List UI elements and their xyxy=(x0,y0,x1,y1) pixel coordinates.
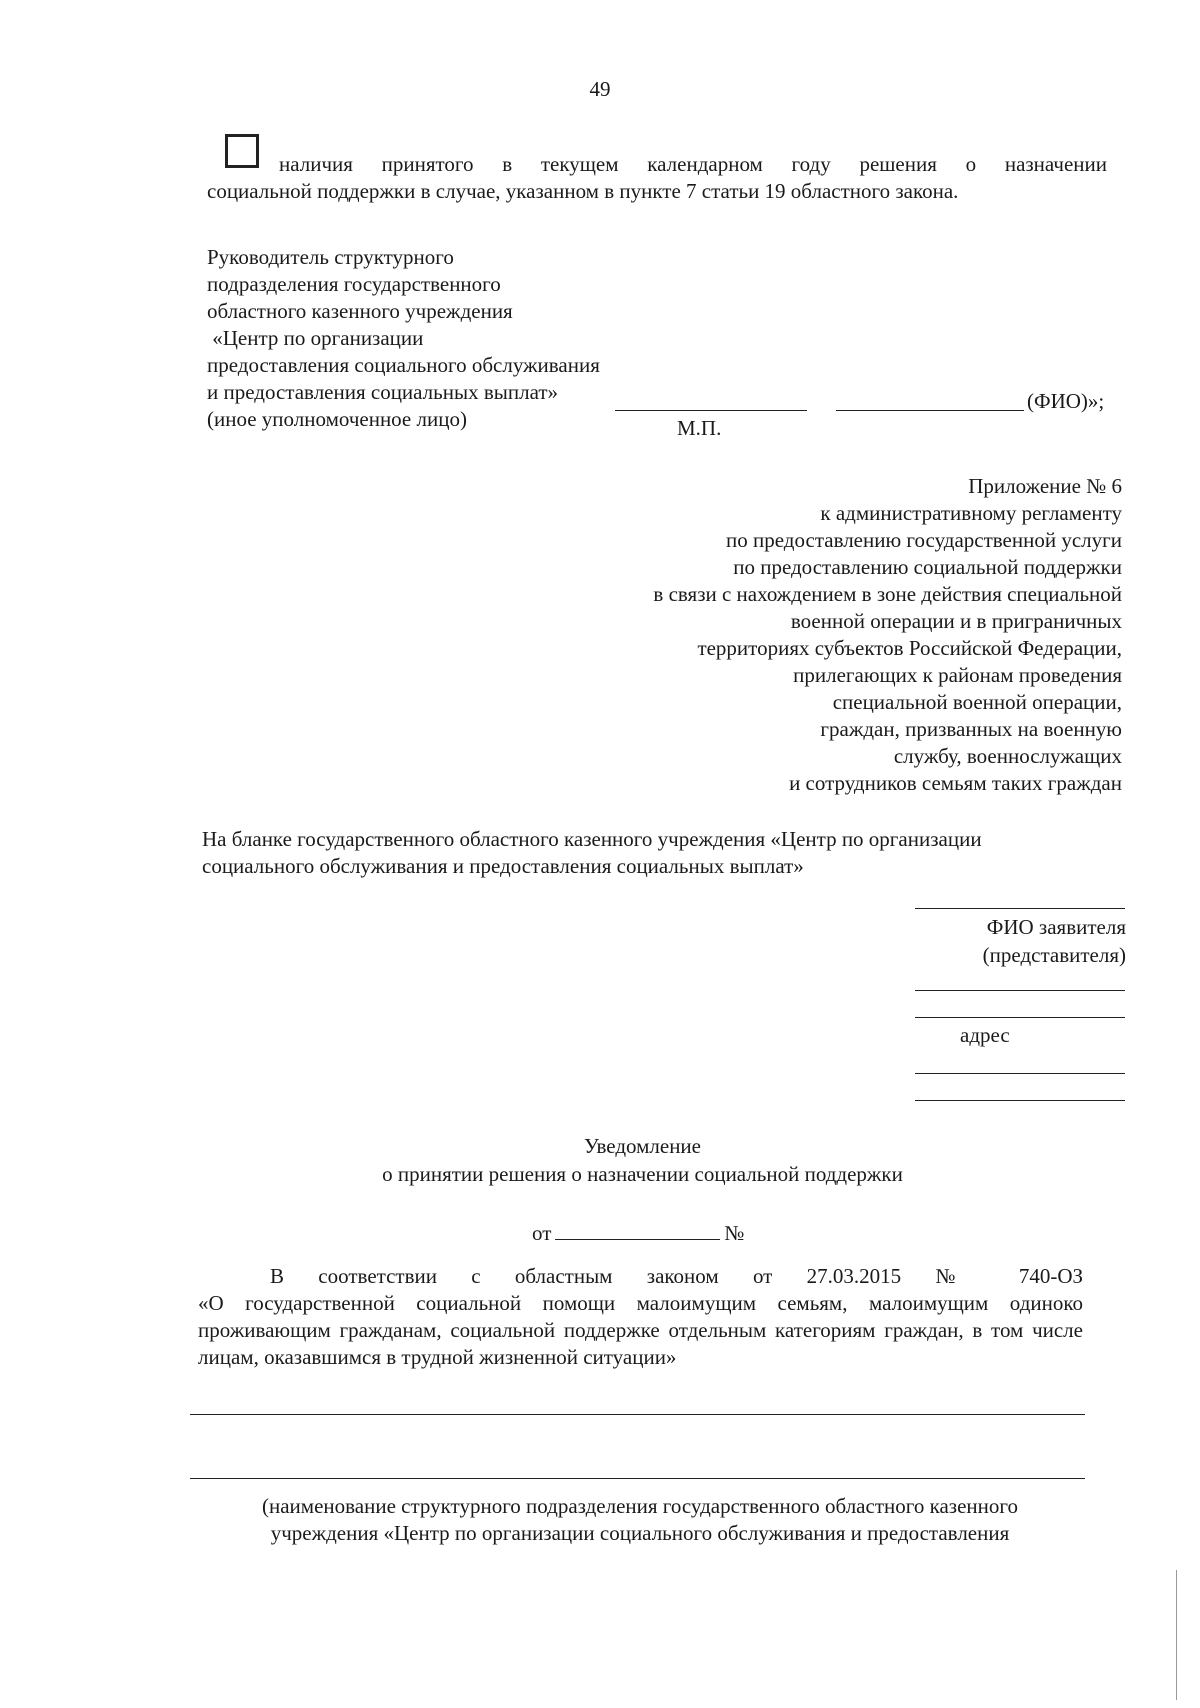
right-margin-mark xyxy=(1176,1570,1177,1700)
applicant-fio-label: ФИО заявителя xyxy=(986,915,1126,939)
notice-date-number xyxy=(532,1220,744,1247)
appendix-line: прилегающих к районам проведения xyxy=(793,663,1122,687)
blank-note-line1: На бланке государственного областного казенного учреждения «Центр по организации xyxy=(202,827,982,851)
stamp-label: М.П. xyxy=(677,416,722,440)
appendix-line: и сотрудников семьям таких граждан xyxy=(789,771,1122,795)
signer-line: «Центр по организации xyxy=(207,326,424,350)
appendix-line: территориях субъектов Российской Федерации, xyxy=(697,636,1122,660)
appendix-line: военной операции и в приграничных xyxy=(790,609,1122,633)
address-line xyxy=(915,1073,1125,1074)
appendix-line: Приложение № 6 xyxy=(968,474,1122,498)
checkbox-paragraph-line1: наличия принятого в текущем календарном году решения о назначении xyxy=(279,152,1107,176)
signer-line: и предоставления социальных выплат» xyxy=(207,380,559,404)
signer-line: предоставления социального обслуживания xyxy=(207,353,600,377)
blank-note xyxy=(202,826,1102,880)
signer-line: подразделения государственного xyxy=(207,272,501,296)
caption-line1: (наименование структурного подразделения государственного областного казенного xyxy=(262,1494,1018,1518)
caption xyxy=(190,1493,1090,1547)
signature-line xyxy=(615,410,807,411)
applicant-line xyxy=(915,990,1125,991)
appendix-line: службу, военнослужащих xyxy=(893,744,1122,768)
notice-title: Уведомление xyxy=(583,1134,701,1158)
notice-subtitle: о принятии решения о назначении социальной поддержки xyxy=(382,1162,903,1186)
law-paragraph-line1: В соответствии с областным законом от 27.03.2015 № 740-ОЗ xyxy=(270,1264,1083,1288)
page-number: 49 xyxy=(589,77,611,101)
appendix-line: по предоставлению социальной поддержки xyxy=(733,555,1122,579)
date-blank xyxy=(555,1221,720,1240)
appendix-line: в связи с нахождением в зоне действия специальной xyxy=(653,582,1122,606)
address-line xyxy=(915,1100,1125,1101)
fio-line xyxy=(836,410,1024,411)
signer-line: (иное уполномоченное лицо) xyxy=(207,407,467,431)
applicant-representative-label: (представителя) xyxy=(982,943,1126,967)
from-label: от xyxy=(532,1221,552,1245)
law-paragraph xyxy=(198,1263,1083,1371)
fill-line xyxy=(190,1414,1085,1415)
blank-note-line2: социального обслуживания и предоставления социальных выплат» xyxy=(202,854,804,878)
appendix-line: к административному регламенту xyxy=(820,501,1122,525)
fill-line xyxy=(190,1478,1085,1479)
law-paragraph-rest: «О государственной социальной помощи малоимущим семьям, малоимущим одиноко проживающим гражданам, социальной поддержке отдельным категориям граждан, в том числе лицам, оказавшимся в трудной жизненной ситуации» xyxy=(198,1291,1083,1369)
appendix-line: по предоставлению государственной услуги xyxy=(726,528,1122,552)
appendix-header xyxy=(422,473,1122,797)
caption-line2: учреждения «Центр по организации социального обслуживания и предоставления xyxy=(270,1521,1010,1545)
signer-line: областного казенного учреждения xyxy=(207,299,513,323)
applicant-line xyxy=(915,1017,1125,1018)
number-label: № xyxy=(724,1221,745,1245)
address-label: адрес xyxy=(960,1023,1010,1047)
checkbox-paragraph xyxy=(207,151,1107,205)
applicant-fio-line xyxy=(915,908,1125,909)
signer-block xyxy=(207,244,667,433)
fio-label: (ФИО)»; xyxy=(1027,389,1105,413)
appendix-line: граждан, призванных на военную xyxy=(820,717,1122,741)
signer-line: Руководитель структурного xyxy=(207,245,454,269)
appendix-line: специальной военной операции, xyxy=(832,690,1122,714)
checkbox-paragraph-line2: социальной поддержки в случае, указанном в пункте 7 статьи 19 областного закона. xyxy=(207,179,959,203)
